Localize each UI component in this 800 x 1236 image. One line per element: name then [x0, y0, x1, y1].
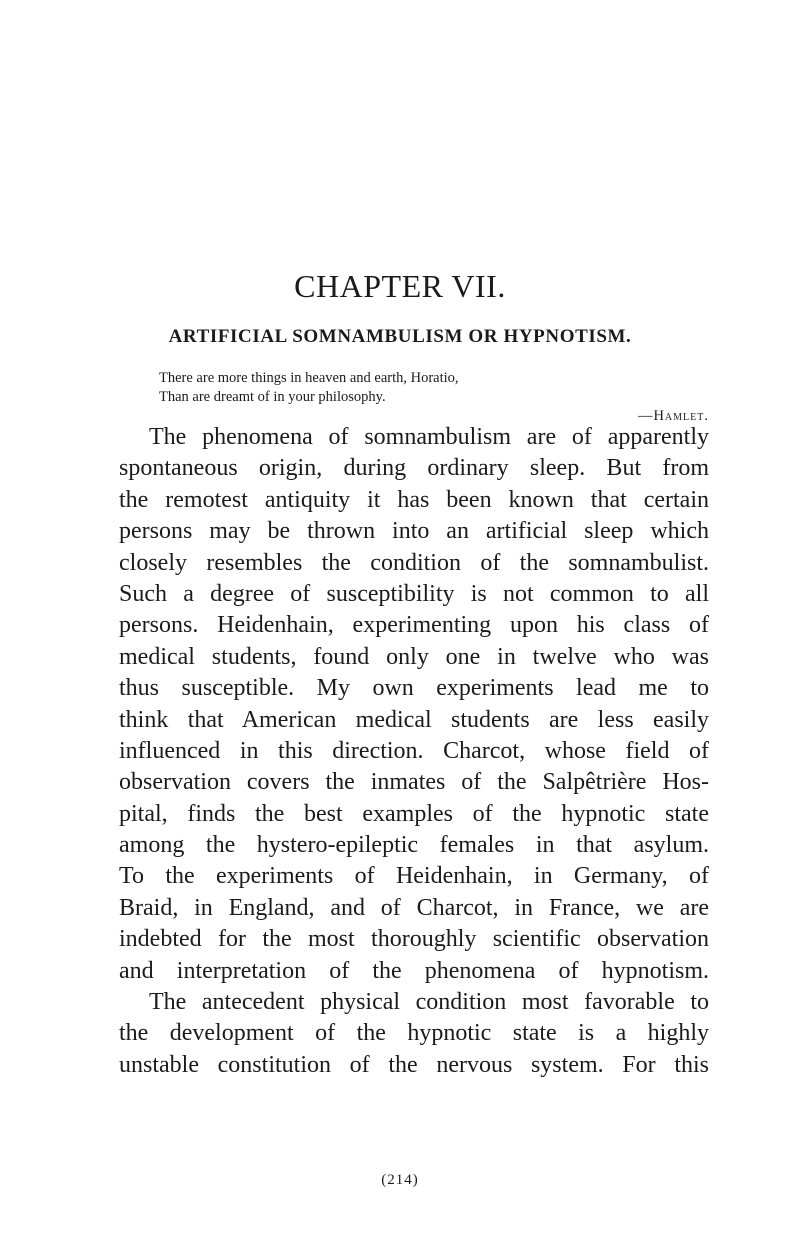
- body-line: among the hystero-epileptic females in that asylum.: [119, 832, 709, 859]
- epigraph-line: Than are dreamt of in your philosophy.: [159, 389, 386, 405]
- epigraph-line: There are more things in heaven and earth, Horatio,: [159, 370, 459, 386]
- body-line: The phenomena of somnambulism are of apparently: [149, 424, 709, 450]
- body-line: Such a degree of susceptibility is not common to all: [119, 580, 709, 607]
- chapter-title: CHAPTER VII.: [294, 268, 506, 304]
- body-line: persons. Heidenhain, experimenting upon his class of: [119, 612, 709, 639]
- body-line: pital, finds the best examples of the hypnotic state: [119, 800, 709, 827]
- body-line: the development of the hypnotic state is a highly: [119, 1020, 709, 1047]
- chapter-subtitle: ARTIFICIAL SOMNAMBULISM OR HYPNOTISM.: [168, 326, 632, 347]
- body-line: influenced in this direction. Charcot, whose field of: [119, 737, 709, 764]
- body-line: To the experiments of Heidenhain, in Germany, of: [119, 863, 709, 890]
- page-number: (214): [381, 1172, 419, 1188]
- epigraph-attribution: —Hamlet.: [637, 408, 709, 424]
- body-line: thus susceptible. My own experiments lead me to: [119, 675, 709, 702]
- body-line: unstable constitution of the nervous system. For this: [119, 1051, 709, 1078]
- body-line: The antecedent physical condition most favorable to: [149, 989, 709, 1016]
- body-line: Braid, in England, and of Charcot, in France, we are: [119, 894, 709, 921]
- body-line: medical students, found only one in twelve who was: [119, 643, 709, 670]
- body-line: indebted for the most thoroughly scientific observation: [119, 926, 709, 953]
- body-line: observation covers the inmates of the Salpêtrière Hos-: [119, 769, 709, 796]
- body-line: think that American medical students are less easily: [119, 706, 709, 733]
- body-line: spontaneous origin, during ordinary sleep. But from: [119, 455, 709, 482]
- body-line: the remotest antiquity it has been known that certain: [119, 486, 709, 513]
- body-line: persons may be thrown into an artificial sleep which: [119, 518, 709, 545]
- epigraph: [159, 369, 709, 426]
- body-text: [119, 422, 709, 1081]
- body-line: closely resembles the condition of the somnambulist.: [119, 549, 709, 576]
- body-line: and interpretation of the phenomena of hypnotism.: [119, 957, 709, 984]
